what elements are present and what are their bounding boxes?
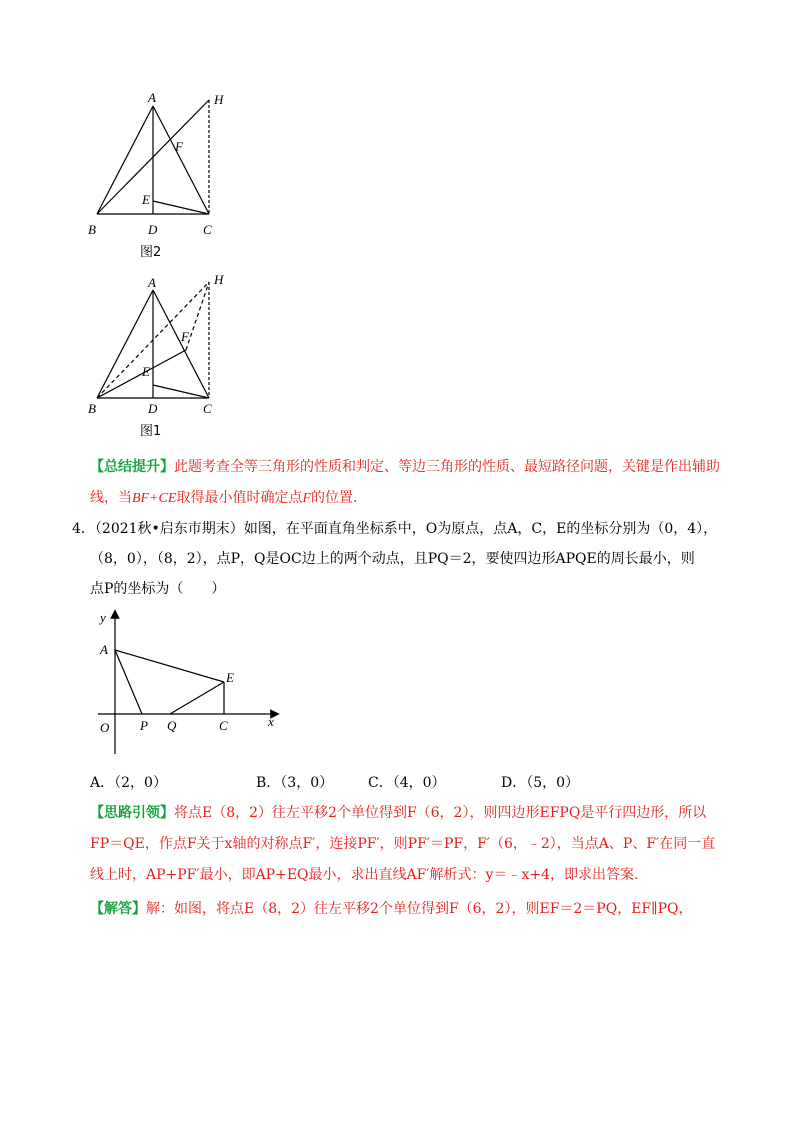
answer-options [90,768,730,798]
label-C: C [203,222,212,237]
figure-2-caption: 图2 [140,245,162,260]
summary-math-1: BF+CE [132,491,177,506]
question-line-2: （8，0），（8，2），点P，Q是OC边上的两个动点，且PQ＝2，要使四边形APQE的周长最小，则 [90,551,695,567]
figure-1-diagram [80,270,250,445]
summary-text-2: 取得最小值时确定点 [176,490,303,506]
summary-math-2: F [302,491,312,506]
label-F: F [181,329,189,344]
option-a-letter: A． [90,775,115,791]
answer-tag: 【解答】 [90,901,146,917]
option-b-value: （3，0） [280,775,334,791]
coordinate-figure [90,606,290,756]
coordinate-diagram [90,606,290,756]
question-number: 4． [72,521,95,537]
option-d-value: （5，0） [526,775,580,791]
option-c [368,768,446,798]
answer-text: 解：如图，将点E（8，2）往左平移2个单位得到F（6，2），则EF＝2＝PQ，EF∥PQ， [146,901,693,917]
question-text-1: 如图，在平面直角坐标系中，O为原点，点A，C，E的坐标分别为（0，4）， [243,521,718,537]
label-B: B [88,401,96,416]
option-b-letter: B． [256,775,281,791]
label-H: H [214,92,224,107]
label-C: C [203,401,212,416]
hint-tag: 【思路引领】 [90,805,174,821]
figure-2-diagram [80,88,250,268]
figure-1-caption: 图1 [140,424,162,439]
hint-line-2: FP＝QE，作点F关于x轴的对称点F′，连接PF′，则PF′＝PF，F′（6，﹣2），当点A、P、F′在同一直 [90,836,716,852]
option-c-value: （4，0） [392,775,446,791]
question-line-1 [72,514,732,544]
option-b [256,768,333,798]
label-O: O [100,720,110,735]
label-A: A [148,90,156,105]
answer-paragraph [90,894,730,925]
label-C: C [219,718,228,733]
label-E: E [226,670,234,685]
summary-text-1: 此题考查全等三角形的性质和判定、等边三角形的性质、最短路径问题，关键是作出辅助线，当 [90,459,720,506]
label-A: A [100,642,108,657]
hint-line-3: 线上时，AP+PF′最小，即AP+EQ最小，求出直线AF′解析式：y＝﹣x+4，即求出答案. [90,867,639,883]
figure-1 [80,270,250,445]
question-4 [72,514,732,604]
label-H: H [214,272,224,287]
axis-y-label: y [100,610,106,625]
label-E: E [142,192,150,207]
label-D: D [148,222,158,237]
hint-paragraph [90,798,730,891]
option-d-letter: D． [501,775,527,791]
label-P: P [140,718,148,733]
option-a-value: （2，0） [114,775,167,791]
label-F: F [175,139,183,154]
label-A: A [148,275,156,290]
label-Q: Q [167,718,177,733]
hint-line-1 [90,798,730,829]
figure-2 [80,88,250,268]
question-line-3: 点P的坐标为（ ） [90,581,226,597]
label-E: E [142,364,150,379]
option-c-letter: C． [368,775,393,791]
option-a [90,768,167,798]
hint-text-1: 将点E（8，2）往左平移2个单位得到F（6，2），则四边形EFPQ是平行四边形，所以 [174,805,707,821]
summary-text-3: 的位置. [311,490,358,506]
question-source: （2021秋•启东市期末） [94,521,244,537]
summary-tag: 【总结提升】 [90,459,174,475]
label-B: B [88,222,96,237]
option-d [501,768,579,798]
axis-x-label: x [268,714,274,729]
summary-paragraph [90,452,730,514]
label-D: D [148,401,158,416]
